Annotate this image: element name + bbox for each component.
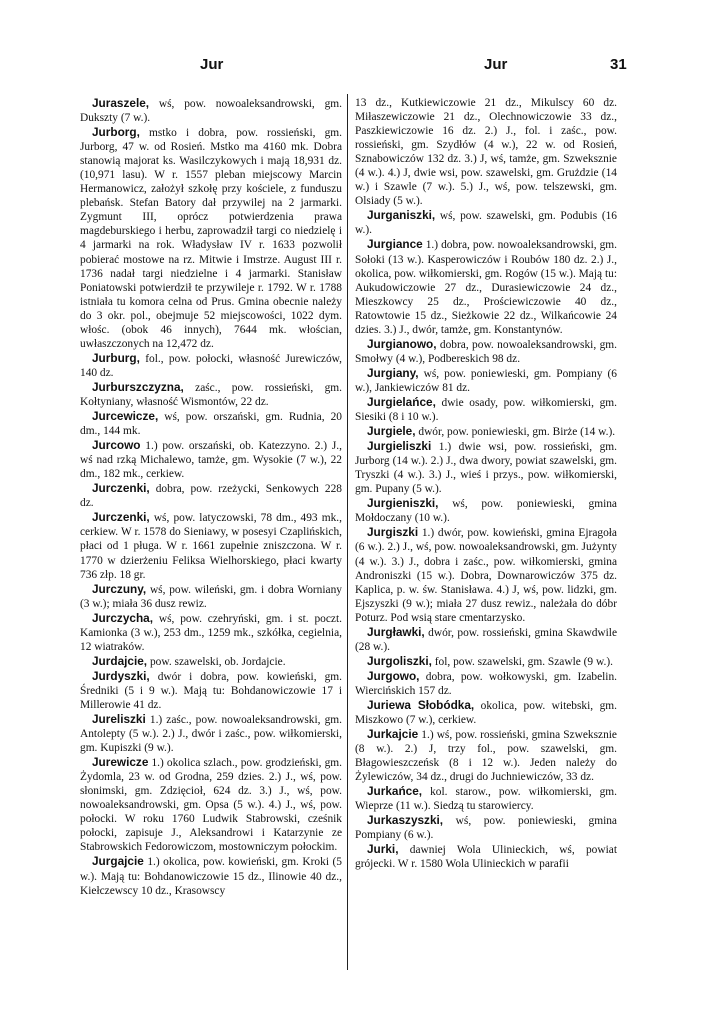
entry-headword: Jurczenki,: [92, 481, 150, 496]
dictionary-entry: [80, 582, 342, 611]
entry-headword: Jureliszki: [92, 712, 146, 727]
entry-headword: Jurgiele,: [367, 424, 416, 439]
dictionary-entry: [355, 654, 617, 669]
dictionary-entry: [355, 698, 617, 727]
entry-headword: Jurczenki,: [92, 510, 150, 525]
dictionary-entry: [355, 813, 617, 842]
entry-headword: Jurgowo,: [367, 668, 420, 683]
entry-text: 1.) zaśc., pow. nowoaleksandrowski, gm. Antolepty (5 w.). 2.) J., dwór i zaśc., pow. wiłkomierski, gm. Kupiszki (9 w.).: [80, 714, 342, 755]
dictionary-entry: [80, 712, 342, 755]
page-number: 31: [610, 56, 627, 73]
dictionary-entry: [355, 496, 617, 525]
dictionary-entry: [80, 96, 342, 125]
entry-text: 1.) okolica, pow. kowieński, gm. Kroki (5 w.). Mają tu: Bohdanowiczowie 15 dz., Ilinowie 40 dz., Kiełczewscy 10 dz., Krasowscy: [80, 856, 342, 897]
entry-headword: Jurdajcie,: [92, 653, 148, 668]
entry-headword: Jurgieniszki,: [367, 496, 439, 511]
entry-headword: Jurgiany,: [367, 365, 419, 380]
dictionary-entry: [355, 337, 617, 366]
entry-text: wś, pow. czehryński, gm. i st. poczt. Kamionka (3 w.), 253 dm., 1259 mk., szkółka, cegielnia, 12 wiatraków.: [80, 612, 342, 653]
entry-text: dwór i dobra, pow. kowieński, gm. Średniki (5 i 9 w.). Mają tu: Bohdanowiczowie 17 i Millerowie 41 dz.: [80, 670, 342, 711]
entry-headword: Jurgajcie: [92, 854, 144, 869]
entry-text: wś, pow. wileński, gm. i dobra Worniany (3 w.); miała 36 dusz rewiz.: [80, 583, 342, 610]
entry-text: 1.) dobra, pow. nowoaleksandrowski, gm. Sołoki (13 w.). Kasperowiczów i Roubów 180 dz. 2.) J., okolica, pow. wiłkomierski, gm. Rogów (15 w.). Mają tu: Aukudowiczowie 27 dz., Durasiewiczowie 24 dz., Mieszkowcy 25 dz., Prościewiczowie 40 dz., Ratowtowie 15 dz., Sieżkowie 22 dz., Wilkańcowie 24 dzies. 3.) J., dwór, tamże, gm. Konstantynów.: [355, 239, 617, 336]
dictionary-entry: [80, 669, 342, 712]
entry-text: wś, pow. szawelski, gm. Podubis (16 w.).: [355, 210, 617, 237]
entry-text: pow. szawelski, ob. Jordajcie.: [147, 655, 286, 668]
entry-headword: Jurburszczyzna,: [92, 379, 184, 394]
dictionary-entry: [355, 625, 617, 654]
dictionary-entry: [355, 395, 617, 424]
entry-text: fol, pow. szawelski, gm. Szawle (9 w.).: [431, 655, 613, 668]
entry-headword: Jurkańce,: [367, 784, 423, 799]
entry-text: okolica, pow. witebski, gm. Miszkowo (7 w.), cerkiew.: [355, 699, 617, 727]
entry-headword: Jurdyszki,: [92, 668, 150, 683]
entry-headword: Jurkaszyszki,: [367, 813, 444, 828]
dictionary-entry: [80, 438, 342, 481]
entry-text: fol., pow. połocki, własność Jurewiczów, 140 dz.: [80, 352, 342, 379]
dictionary-entry: [80, 481, 342, 510]
entry-text: zaśc., pow. rossieński, gm. Kołtyniany, własność Wismontów, 22 dz.: [80, 381, 342, 408]
dictionary-entry: [80, 755, 342, 854]
entry-headword: Jurburg,: [92, 350, 140, 365]
entry-headword: Jurgianowo,: [367, 336, 437, 351]
dictionary-entry: [355, 439, 617, 496]
dictionary-entry: [355, 366, 617, 395]
entry-headword: Jurborg,: [92, 125, 140, 140]
dictionary-entry: [80, 854, 342, 897]
entry-headword: Jurkajcie: [367, 727, 419, 742]
entry-text: dobra, pow. rzeżycki, Senkowych 228 dz.: [80, 483, 342, 510]
dictionary-entry: [80, 654, 342, 669]
entry-headword: Jurcewicze,: [92, 409, 159, 424]
entry-headword: Jurgieliszki: [367, 439, 432, 454]
running-head-right: Jur: [484, 56, 508, 73]
dictionary-entry: [80, 380, 342, 409]
entry-headword: Jurki,: [367, 842, 399, 857]
entry-headword: Jurczuny,: [92, 581, 147, 596]
entry-text: 13 dz., Kutkiewiczowie 21 dz., Mikulscy 60 dz. Miłaszewiczowie 21 dz., Olechnowiczowie 33 dz., Paszkiewiczowie 16 dz. 2.) J., fol. i zaśc., pow. rossieński, gm. Szydłów (4 w.), 22 w. od Rosień, Sznabowiczów 132 dz. 3.) J, wś, tamże, gm. Szweksznie (4 w.). 4.) J, dwie wsi, pow. szawelski, gm. Grużdzie (14 w.) i Szawle (7 w.). 5.) J., wś, pow. telszewski, gm. Olsiady (5 w.).: [355, 97, 617, 208]
entry-text: 1.) pow. orszański, ob. Katezzyno. 2.) J., wś nad rzką Michalewo, tamże, gm. Wysokie (7 w.), 22 dm., 182 mk., cerkiew.: [80, 440, 342, 481]
dictionary-entry: [355, 237, 617, 336]
running-head-left: Jur: [200, 56, 224, 73]
entry-headword: Juriewa Słobódka,: [367, 697, 475, 712]
dictionary-entry: [355, 784, 617, 813]
entry-text: kol. starow., pow. wiłkomierski, gm. Wieprze (11 w.). Siedzą tu starowiercy.: [355, 786, 617, 813]
dictionary-entry: [355, 424, 617, 439]
entry-text: dobra, pow. wołkowyski, gm. Izabelin. Wiercińskich 157 dz.: [355, 670, 617, 697]
column-divider: [347, 94, 348, 970]
entry-headword: Jurgławki,: [367, 624, 425, 639]
entry-headword: Juraszele,: [92, 96, 150, 110]
dictionary-entry: [355, 727, 617, 784]
dictionary-entry: [355, 208, 617, 237]
entry-text: 1.) dwór, pow. kowieński, gmina Ejragoła (6 w.). 2.) J., wś, pow. nowoaleksandrowski, gm. Jużynty (4 w.). 3.) J., dobra i zaśc., pow. wiłkomierski, gmina Androniszki (15 w.). Dobra, Downarowiczów 375 dz. Kaplica, p. w. św. Stanisława. 4.) J, wś, pow. lidzki, gm. Ejszyszki (9 w.); miała 27 dusz rewiz., należała do dóbr Poturz. Pod wsią stare cmentarzysko.: [355, 527, 617, 624]
entry-text: dwie osady, pow. wiłkomierski, gm. Siesiki (8 i 10 w.).: [355, 396, 617, 424]
dictionary-entry: [80, 510, 342, 581]
entry-text: wś, pow. nowoaleksandrowski, gm. Dukszty (7 w.).: [80, 98, 342, 125]
entry-text: dwór, pow. rossieński, gmina Skawdwile (28 w.).: [355, 626, 617, 653]
entry-text: mstko i dobra, pow. rossieński, gm. Jurborg, 47 w. od Rosień. Mstko ma 4160 mk. Dobra stanowią majorat ks. Wasilczykowych i mają 18,931 dz. (10,971 lasu). W r. 1557 pleban miejscowy Marcin Hermanowicz, założył szkołę przy kościele, z funduszu plebańsk. Stefan Batory dał przywilej na 2 jarmarki. Zygmunt III, oprócz potwierdzenia prawa magdeburskiego i herbu, zaprowadził targi co niedzielę i 4 jarmarki na rok. Władysław IV r. 1633 pozwolił pobierać mostowe na rz. Mitwie i Imstrze. August III r. 1736 nadał targi niedzielne i 4 jarmarki. Stanisław Poniatowski potwierdził te przywileje r. 1792. W r. 1788 istniała tu komora celna od Prus. Gmina obecnie należy do 3 okr. pol., obejmuje 52 miejscowości, 1022 dym. włośc. (obok 46 innych), 7644 mk. włościan, uwłaszczonych na 12,472 dz.: [80, 127, 342, 350]
entry-headword: Jurgoliszki,: [367, 653, 432, 668]
entry-text: wś, pow. orszański, gm. Rudnia, 20 dm., 144 mk.: [80, 411, 342, 438]
entry-headword: Jurcowo: [92, 438, 141, 453]
dictionary-entry: [355, 96, 617, 208]
right-column: [355, 96, 617, 872]
entry-headword: Jurgielańce,: [367, 394, 436, 409]
entry-text: dobra, pow. nowoaleksandrowski, gm. Smołwy (4 w.), Podbereskich 98 dz.: [355, 338, 617, 365]
entry-text: wś, pow. poniewieski, gmina Mołdoczany (10 w.).: [355, 498, 617, 525]
dictionary-entry: [80, 409, 342, 438]
entry-text: 1.) okolica szlach., pow. grodzieński, gm. Żydomla, 23 w. od Grodna, 259 dzies. 2.) J., wś, pow. słonimski, gm. Zdzięcioł, 624 dz. 3.) J., wś, pow. nowoaleksandrowski, gm. Opsa (5 w.). 4.) J., wś, pow. połocki. W roku 1760 Ludwik Stabrowski, cześnik połocki, zapisuje J., Aleksandrowi i Katarzynie ze Stabrowskich Fedorowiczom, mostowniczym połockim.: [80, 757, 342, 854]
dictionary-entry: [80, 611, 342, 654]
entry-headword: Jurgiszki: [367, 525, 419, 540]
entry-text: dwór, pow. poniewieski, gm. Birże (14 w.).: [415, 426, 616, 439]
entry-headword: Jurczycha,: [92, 610, 153, 625]
entry-text: wś, pow. latyczowski, 78 dm., 493 mk., cerkiew. W r. 1578 do Sieniawy, w posesyi Czaplińskich, płaci od 1 pługa. W r. 1661 zupełnie zniszczona. W r. 1770 w dzierżeniu Feliksa Wielhorskiego, płaci kwarty 736 złp. 18 gr.: [80, 512, 342, 581]
dictionary-entry: [80, 351, 342, 380]
entry-text: dawniej Wola Ulinieckich, wś, powiat grójecki. W r. 1580 Wola Ulinieckich w parafii: [355, 844, 617, 871]
dictionary-entry: [355, 525, 617, 624]
dictionary-entry: [355, 669, 617, 698]
entry-headword: Jurgiance: [367, 237, 423, 252]
dictionary-entry: [80, 125, 342, 351]
entry-text: 1.) dwie wsi, pow. rossieński, gm. Jurborg (14 w.). 2.) J., dwa dwory, powiat szawelski, gm. Tryszki (4 w.). 3.) J., wieś i przys., pow. wiłkomierski, gm. Pupany (5 w.).: [355, 441, 617, 496]
entry-headword: Jurewicze: [92, 755, 149, 770]
left-column: [80, 96, 342, 898]
entry-headword: Jurganiszki,: [367, 208, 436, 223]
dictionary-entry: [355, 842, 617, 871]
entry-text: wś, pow. poniewieski, gm. Pompiany (6 w.), Jankiewiczów 81 dz.: [355, 367, 617, 394]
entry-text: 1.) wś, pow. rossieński, gmina Szweksznie (8 w.). 2.) J, trzy fol., pow. szawelski, gm. Błagowieszczeńsk (8 i 12 w.). Jeden należy do Żylewiczów, 34 dz., drugi do Juchniewiczów, 33 dz.: [355, 729, 617, 784]
entry-text: wś, pow. poniewieski, gmina Pompiany (6 w.).: [355, 815, 617, 842]
